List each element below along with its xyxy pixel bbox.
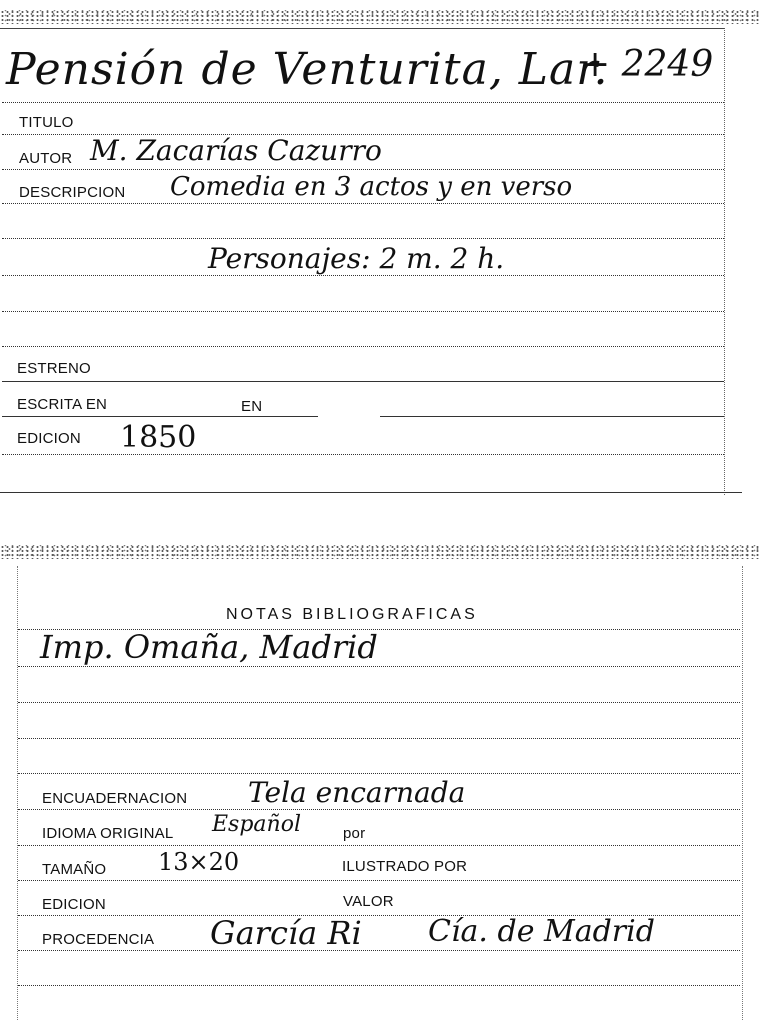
descripcion-handwriting: Comedia en 3 actos y en verso	[170, 172, 573, 202]
rule-line	[18, 702, 740, 703]
card-edge-speckle	[0, 10, 759, 24]
idioma-handwriting: Español	[212, 812, 301, 837]
estreno-label: ESTRENO	[17, 360, 91, 377]
procedencia-label: PROCEDENCIA	[42, 931, 155, 948]
card-bottom-edge	[0, 492, 742, 493]
rule-line	[2, 238, 724, 239]
rule-line	[2, 275, 724, 276]
en-label: EN	[241, 398, 263, 415]
rule-line	[2, 169, 724, 170]
rule-line	[18, 809, 740, 810]
valor-label: VALOR	[343, 893, 394, 910]
notas-handwriting: Imp. Omaña, Madrid	[40, 628, 378, 666]
card-edge-speckle	[0, 545, 759, 559]
catalog-card-top	[0, 0, 759, 492]
rule-line	[2, 416, 318, 417]
tamano-handwriting: 13×20	[158, 848, 240, 876]
edicion-handwriting: 1850	[120, 420, 197, 455]
notas-bibliograficas-heading: NOTAS BIBLIOGRAFICAS	[226, 606, 478, 623]
rule-line	[18, 773, 740, 774]
rule-line	[18, 845, 740, 846]
descripcion-label: DESCRIPCION	[19, 184, 126, 201]
rule-line	[18, 880, 740, 881]
title-handwriting: Pensión de Venturita, Lar.	[6, 44, 609, 95]
ilustrado-por-label: ILUSTRADO POR	[342, 858, 468, 875]
por-label: por	[343, 825, 366, 842]
rule-line	[2, 102, 724, 103]
catalog-number-handwriting: + 2249	[580, 44, 714, 85]
rule-line	[2, 203, 724, 204]
rule-line	[18, 950, 740, 951]
rule-line	[18, 666, 740, 667]
rule-line	[18, 985, 740, 986]
rule-line	[18, 738, 740, 739]
idioma-original-label: IDIOMA ORIGINAL	[42, 825, 174, 842]
titulo-label: TITULO	[19, 114, 74, 131]
rule-line	[380, 416, 724, 417]
encuadernacion-label: ENCUADERNACION	[42, 790, 188, 807]
rule-line	[2, 346, 724, 347]
edicion-label: EDICION	[17, 430, 81, 447]
procedencia-handwriting: García Ri	[210, 914, 362, 952]
escrita-en-label: ESCRITA EN	[17, 396, 108, 413]
procedencia-handwriting-2: Cía. de Madrid	[428, 914, 655, 949]
tamano-label: TAMAÑO	[42, 861, 107, 878]
rule-line	[2, 381, 724, 382]
edicion-bottom-label: EDICION	[42, 896, 106, 913]
personajes-handwriting: Personajes: 2 m. 2 h.	[208, 242, 505, 275]
autor-handwriting: M. Zacarías Cazurro	[90, 134, 382, 167]
autor-label: AUTOR	[19, 150, 73, 167]
rule-line	[2, 311, 724, 312]
rule-line	[2, 454, 724, 455]
encuadernacion-handwriting: Tela encarnada	[248, 776, 466, 809]
